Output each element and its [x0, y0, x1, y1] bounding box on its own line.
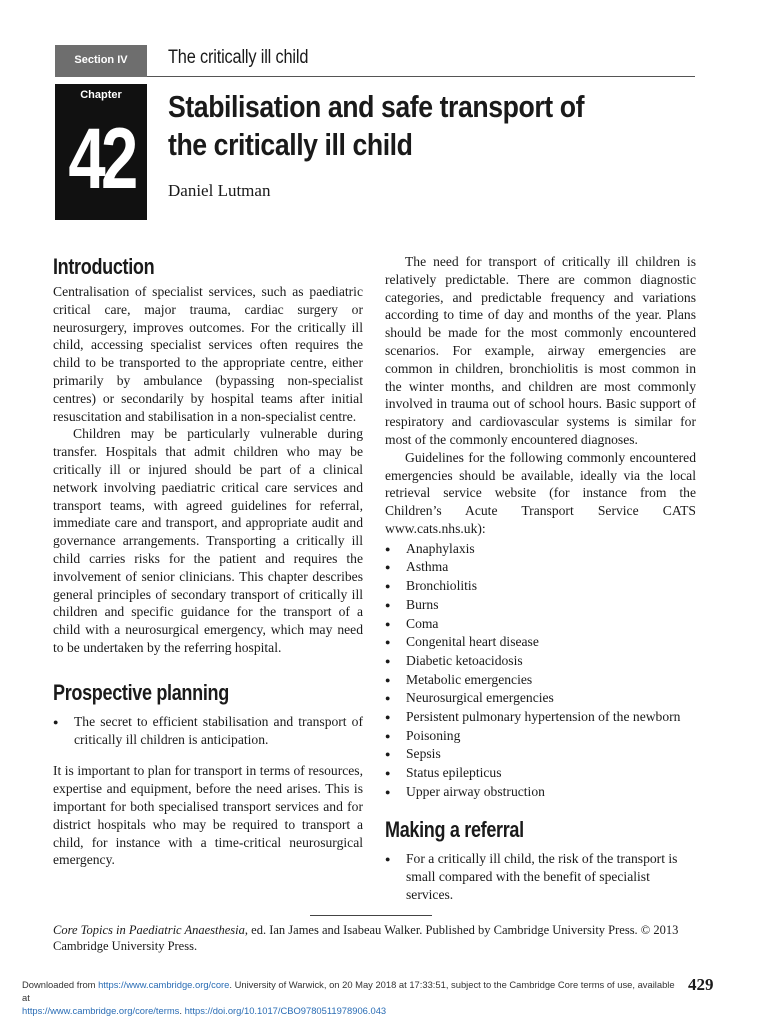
doi-link[interactable]: https://doi.org/10.1017/CBO9780511978906.043 — [184, 1005, 387, 1016]
list-item: ● For a critically ill child, the risk of the transport is small compared with the benefit of specialist services. — [385, 850, 696, 903]
page-number: 429 — [688, 975, 714, 994]
footer-text: . University of Warwick, on 20 May 2018 at 17:33:51, subject to the Cambridge Core terms of use, available at — [22, 979, 675, 1003]
header-rule — [147, 76, 695, 77]
right-paragraph-1: The need for transport of critically ill children is relatively predictable. There are common diagnostic categories, and predictable frequency and variations according to time of day and months of the year. Plans should be made for the most commonly encountered scenarios. For example, airway emergencies are common in children, bronchiolitis is most common in the winter months, and children are most commonly involved in trauma out of school hours. Basic support of respiratory and cardiovascular systems is similar for most of the commonly encountered diagnoses. — [385, 254, 696, 447]
list-item: ● The secret to efficient stabilisation and transport of critically ill children is anticipation. — [53, 713, 363, 749]
footnote — [53, 922, 698, 954]
right-column — [385, 253, 696, 904]
list-item: ● Bronchiolitis — [385, 577, 696, 595]
list-item: ● Congenital heart disease — [385, 633, 696, 651]
prospective-paragraph-1: It is important to plan for transport in terms of resources, expertise and equipment, before the need arises. This is important for both specialised transport services and for district hospitals who may be required to transport a child, for instance with a time-critical neurosurgical emergency. — [53, 763, 363, 868]
list-item: ● Upper airway obstruction — [385, 783, 696, 801]
footnote-rule — [310, 915, 432, 916]
section-label: Section IV — [74, 54, 128, 66]
list-item: ● Sepsis — [385, 745, 696, 763]
list-item: ● Status epilepticus — [385, 764, 696, 782]
making-referral-heading: Making a referral — [385, 817, 524, 843]
footer-text: Downloaded from — [22, 979, 99, 990]
author-name: Daniel Lutman — [168, 181, 271, 200]
chapter-number: 42 — [68, 111, 134, 207]
list-item: ● Persistent pulmonary hypertension of the newborn — [385, 708, 696, 726]
introduction-heading: Introduction — [53, 254, 155, 279]
footer-text: . — [179, 1005, 185, 1016]
list-item: ● Neurosurgical emergencies — [385, 689, 696, 707]
introduction-paragraph-2: Children may be particularly vulnerable during transfer. Hospitals that admit children who may be critically ill or injured should be part of a clinical network involving paediatric critical care services and transport teams, with agreed guidelines for referral, immediate care and transport, and appropriate audit and governance arrangements. Transporting a critically ill child carries risks for the patient and requires the involvement of senior clinicians. This chapter describes general principles of secondary transport of critically ill children and specific guidance for the transport of a child with a neurosurgical emergency, which may need to be undertaken by the referring hospital. — [53, 426, 363, 655]
list-item: ● Asthma — [385, 558, 696, 576]
terms-link[interactable]: https://www.cambridge.org/core/terms — [22, 1005, 180, 1016]
referral-bullet-list — [385, 850, 696, 903]
emergency-list — [385, 540, 696, 801]
list-item: ● Coma — [385, 615, 696, 633]
download-footer — [22, 978, 682, 1017]
list-item: ● Diabetic ketoacidosis — [385, 652, 696, 670]
list-item: ● Metabolic emergencies — [385, 671, 696, 689]
prospective-bullet-list — [53, 713, 363, 749]
section-title: The critically ill child — [168, 47, 309, 68]
introduction-paragraph-1: Centralisation of specialist services, such as paediatric critical care, major trauma, cardiac surgery or neurosurgery, improves outcomes. For the critically ill child, accessing specialist services often requires the child to be transported to the appropriate centre, either primarily by ambulance (bypassing non-specialist centres) or secondarily by hospital teams after initial resuscitation and stabilisation in a non-specialist centre. — [53, 284, 363, 424]
book-title: Core Topics in Paediatric Anaesthesia — [53, 923, 245, 937]
prospective-planning-heading: Prospective planning — [53, 679, 229, 705]
left-column — [53, 253, 363, 869]
footnote-text: , ed. Ian James and Isabeau Walker. Published by Cambridge University Press. © 2013 Cambridge University Press. — [53, 923, 679, 953]
chapter-label: Chapter — [80, 89, 122, 101]
list-item: ● Burns — [385, 596, 696, 614]
right-paragraph-2: Guidelines for the following commonly encountered emergencies should be available, ideally via the local retrieval service website (for instance from the Children’s Acute Transport Service CATS www.cats.nhs.uk): — [385, 449, 696, 536]
cambridge-core-link[interactable]: https://www.cambridge.org/core — [98, 979, 230, 990]
list-item: ● Poisoning — [385, 727, 696, 745]
list-item: ● Anaphylaxis — [385, 540, 696, 558]
chapter-title: Stabilisation and safe transport of the critically ill child — [168, 89, 585, 162]
